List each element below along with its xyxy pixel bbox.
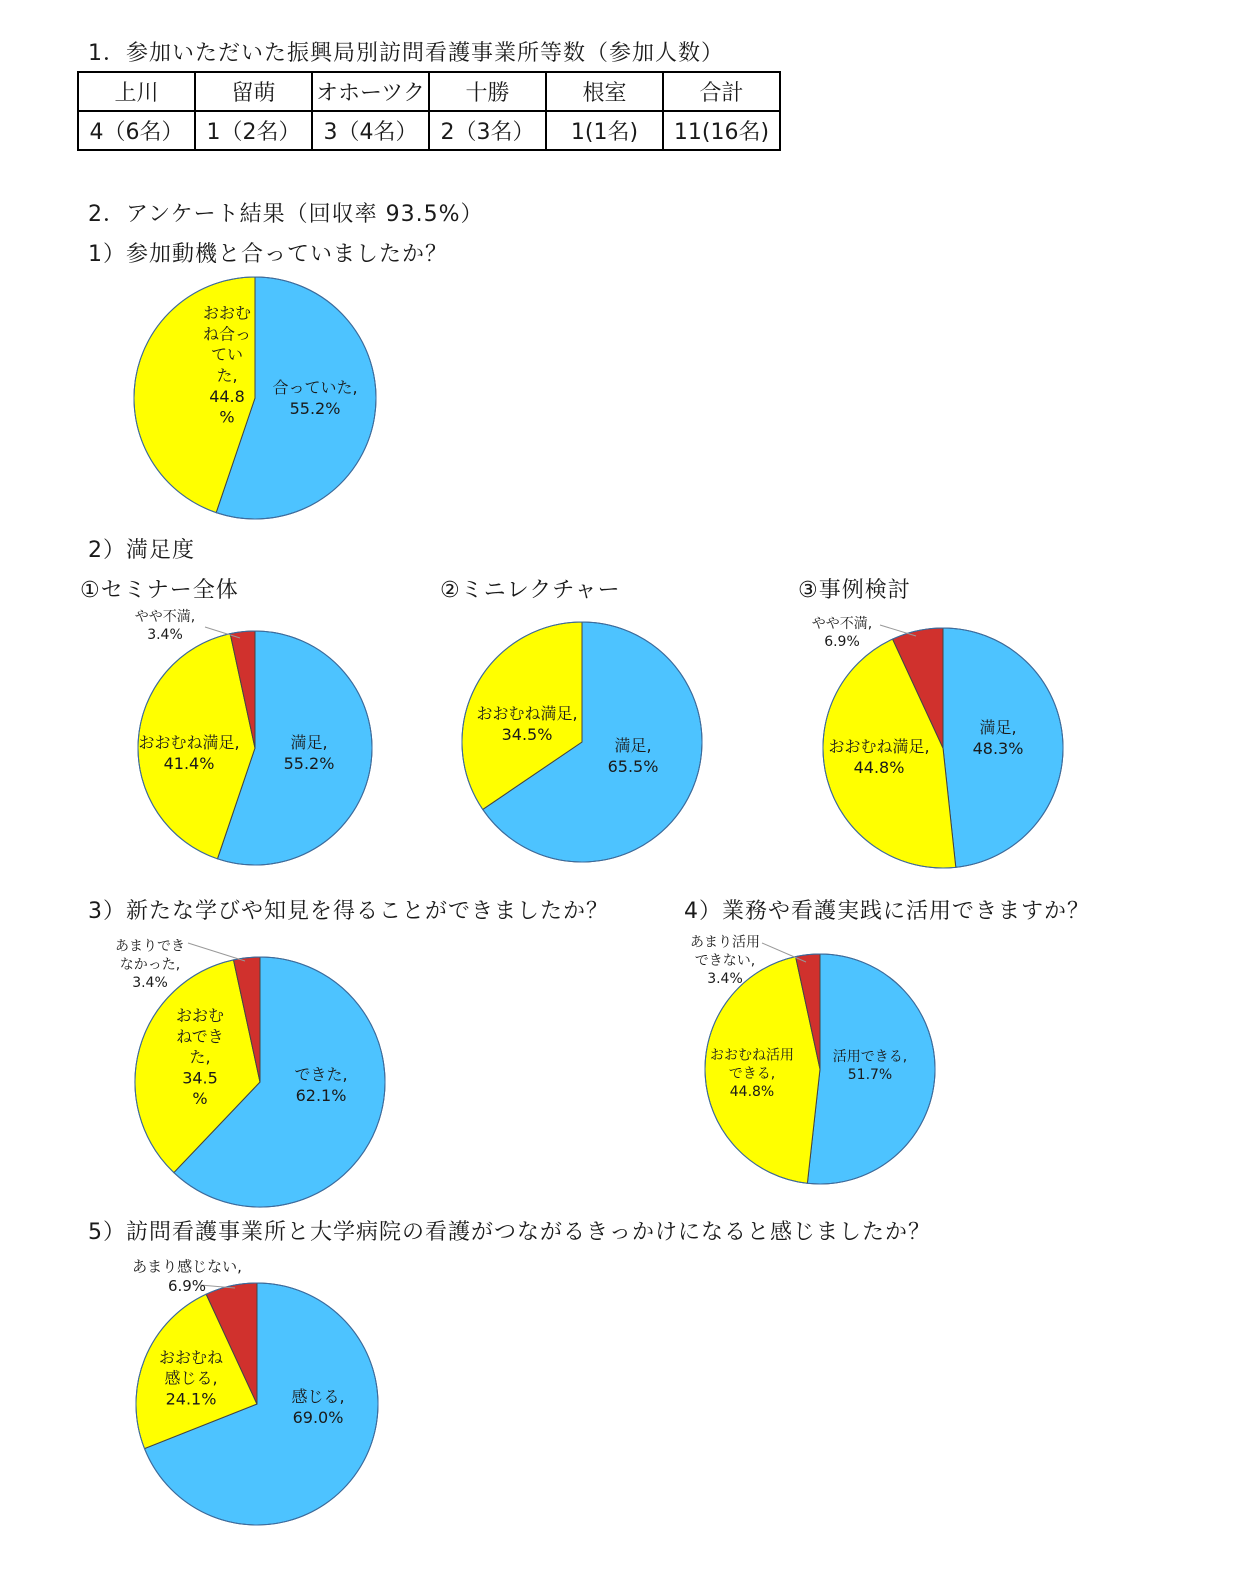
- data-label: おおむねできた, 34.5 %: [175, 1006, 225, 1109]
- table-header-cell: 留萌: [195, 72, 312, 111]
- question3-title: 3）新たな学びや知見を得ることができましたか？: [88, 899, 609, 924]
- table-cell: 1（2名）: [195, 111, 312, 150]
- question4-title: 4）業務や看護実践に活用できますか？: [684, 899, 1090, 924]
- question2-title: 2）満足度: [88, 538, 195, 563]
- table-cell: 2（3名）: [429, 111, 546, 150]
- table-cell: 1(1名): [546, 111, 663, 150]
- question2b-title: ②ミニレクチャー: [440, 578, 621, 603]
- data-label: おおむね活用できる, 44.8%: [710, 1047, 794, 1101]
- data-label: 活用できる, 51.7%: [832, 1048, 908, 1083]
- table-header-cell: オホーツク: [312, 72, 429, 111]
- section2-heading: 2．アンケート結果（回収率 93.5%）: [88, 202, 484, 227]
- data-label: 満足, 48.3%: [972, 718, 1024, 758]
- table-header-cell: 合計: [663, 72, 780, 111]
- data-label: 満足, 55.2%: [283, 733, 335, 773]
- question1-title: 1）参加動機と合っていましたか？: [88, 242, 448, 267]
- question5-title: 5）訪問看護事業所と大学病院の看護がつながるきっかけになると感じましたか？: [88, 1220, 931, 1245]
- data-label: 感じる, 69.0%: [291, 1387, 345, 1427]
- data-label: 合っていた, 55.2%: [272, 378, 358, 418]
- data-label: やや不満, 6.9%: [811, 615, 873, 650]
- data-label: おおむね満足, 41.4%: [138, 733, 240, 773]
- data-label: あまり活用できない, 3.4%: [690, 934, 760, 988]
- data-label: 満足, 65.5%: [607, 736, 659, 776]
- question2c-title: ③事例検討: [798, 578, 911, 603]
- data-label: おおむね満足, 34.5%: [476, 704, 578, 744]
- data-label: あまりできなかった, 3.4%: [115, 938, 185, 992]
- table-header-cell: 十勝: [429, 72, 546, 111]
- question2a-title: ①セミナー全体: [80, 578, 239, 603]
- table-header-cell: 根室: [546, 72, 663, 111]
- data-label: おおむね合っていた, 44.8 %: [202, 303, 252, 427]
- data-label: できた, 62.1%: [294, 1065, 348, 1105]
- data-label: やや不満, 3.4%: [134, 608, 196, 643]
- table-header-cell: 上川: [78, 72, 195, 111]
- table-cell: 4（6名）: [78, 111, 195, 150]
- table-cell: 3（4名）: [312, 111, 429, 150]
- section1-heading: 1．参加いただいた振興局別訪問看護事業所等数（参加人数）: [88, 41, 724, 66]
- data-label: おおむね感じる, 24.1%: [158, 1347, 224, 1409]
- data-label: おおむね満足, 44.8%: [828, 737, 930, 777]
- table-cell: 11(16名): [663, 111, 780, 150]
- data-label: あまり感じない, 6.9%: [132, 1257, 242, 1295]
